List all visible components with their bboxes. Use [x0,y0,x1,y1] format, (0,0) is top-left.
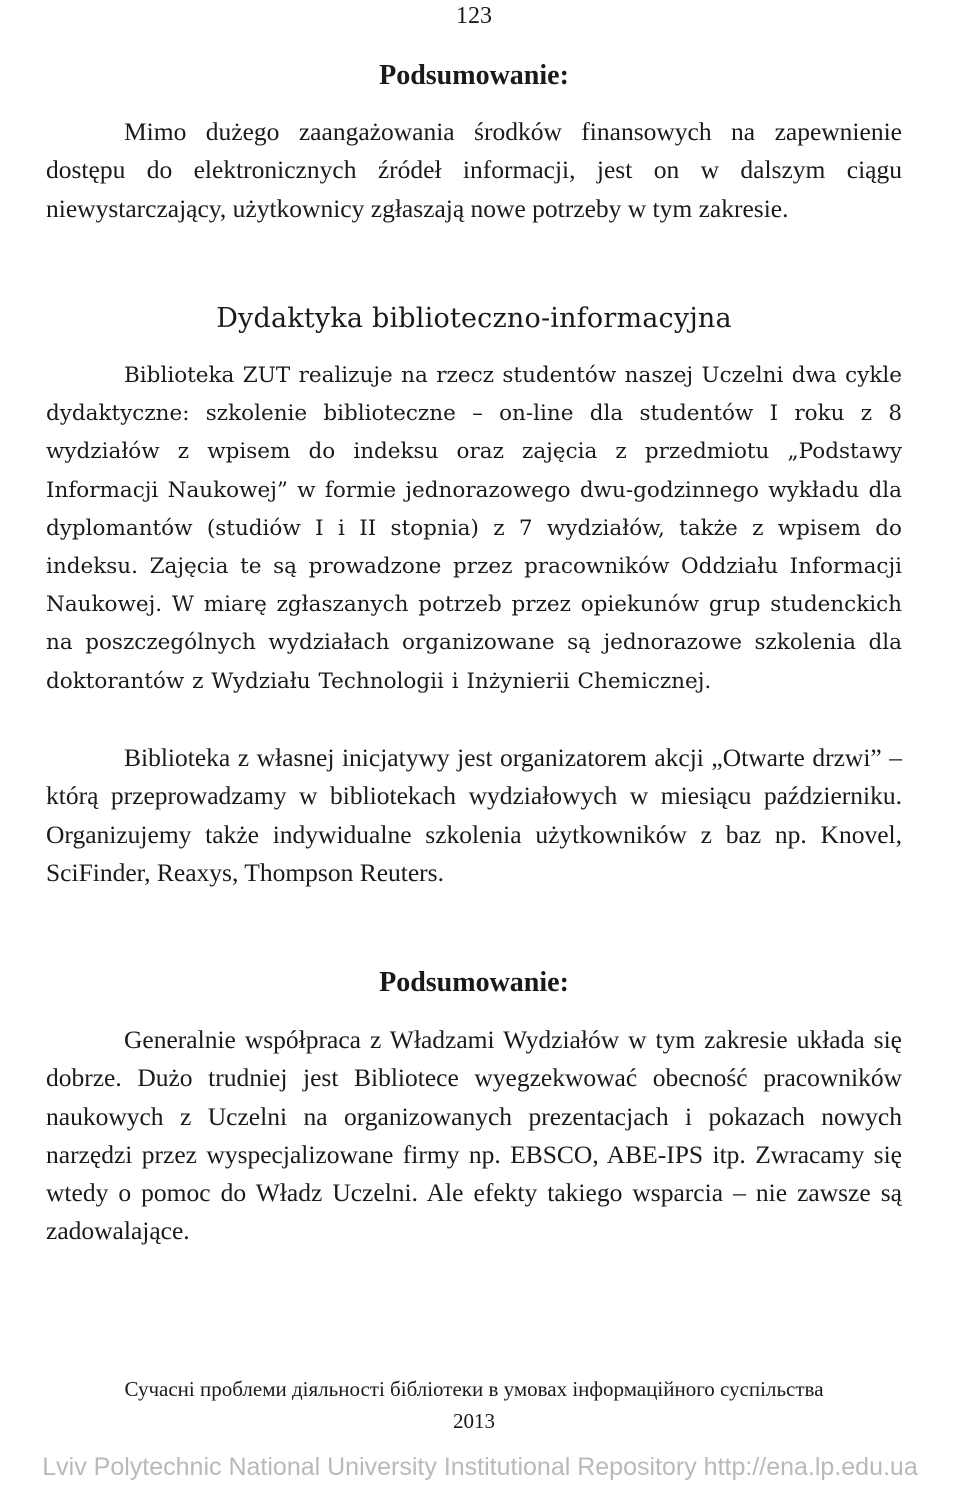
repository-watermark: Lviv Polytechnic National University Institutional Repository http://ena.lp.edu.ua [42,1453,918,1481]
paragraph-didactics-1: Biblioteka ZUT realizuje na rzecz studentów naszej Uczelni dwa cykle dydaktyczne: szkolenie biblioteczne – on-line dla studentów I roku z 8 wydziałów z wpisem do indeksu oraz zajęcia z przedmiotu „Podstawy Informacji Naukowej” w formie jednorazowego dwu-godzinnego wykładu dla dyplomantów (studiów I i II stopnia) z 7 wydziałów, także z wpisem do indeksu. Zajęcia te są prowadzone przez pracowników Oddziału Informacji Naukowej. W miarę zgłaszanych potrzeb przez opiekunów grup studenckich na poszczególnych wydziałach organizowane są jednorazowe szkolenia dla doktorantów z Wydziału Technologii i Inżynierii Chemicznej. [46,363,902,694]
page-number: 123 [456,3,492,29]
footer-year: 2013 [453,1409,495,1433]
section-heading-summary-2: Podsumowanie: [379,967,569,998]
footer-publication-title: Сучасні проблеми діяльності бібліотеки в умовах інформаційного суспільства [124,1377,824,1401]
paragraph-summary-1: Mimo dużego zaangażowania środków finansowych na zapewnienie dostępu do elektronicznych źródeł informacji, jest on w dalszym ciągu niewystarczający, użytkownicy zgłaszają nowe potrzeby w tym zakresie. [46,117,902,223]
section-heading-summary-1: Podsumowanie: [379,60,569,91]
paragraph-didactics-2: Biblioteka z własnej inicjatywy jest organizatorem akcji „Otwarte drzwi” – którą przeprowadzamy w bibliotekach wydziałowych w miesiącu październiku. Organizujemy także indywidualne szkolenia użytkowników z baz np. Knovel, SciFinder, Reaxys, Thompson Reuters. [46,743,902,887]
section-heading-didactics: Dydaktyka biblioteczno-informacyjna [216,303,732,334]
paragraph-summary-2: Generalnie współpraca z Władzami Wydziałów w tym zakresie układa się dobrze. Dużo trudniej jest Bibliotece wyegzekwować obecność pracowników naukowych z Uczelni na organizowanych prezentacjach i pokazach nowych narzędzi przez wyspecjalizowane firmy np. EBSCO, ABE-IPS itp. Zwracamy się wtedy o pomoc do Władz Uczelni. Ale efekty takiego wsparcia – nie zawsze są zadowalające. [46,1025,902,1246]
